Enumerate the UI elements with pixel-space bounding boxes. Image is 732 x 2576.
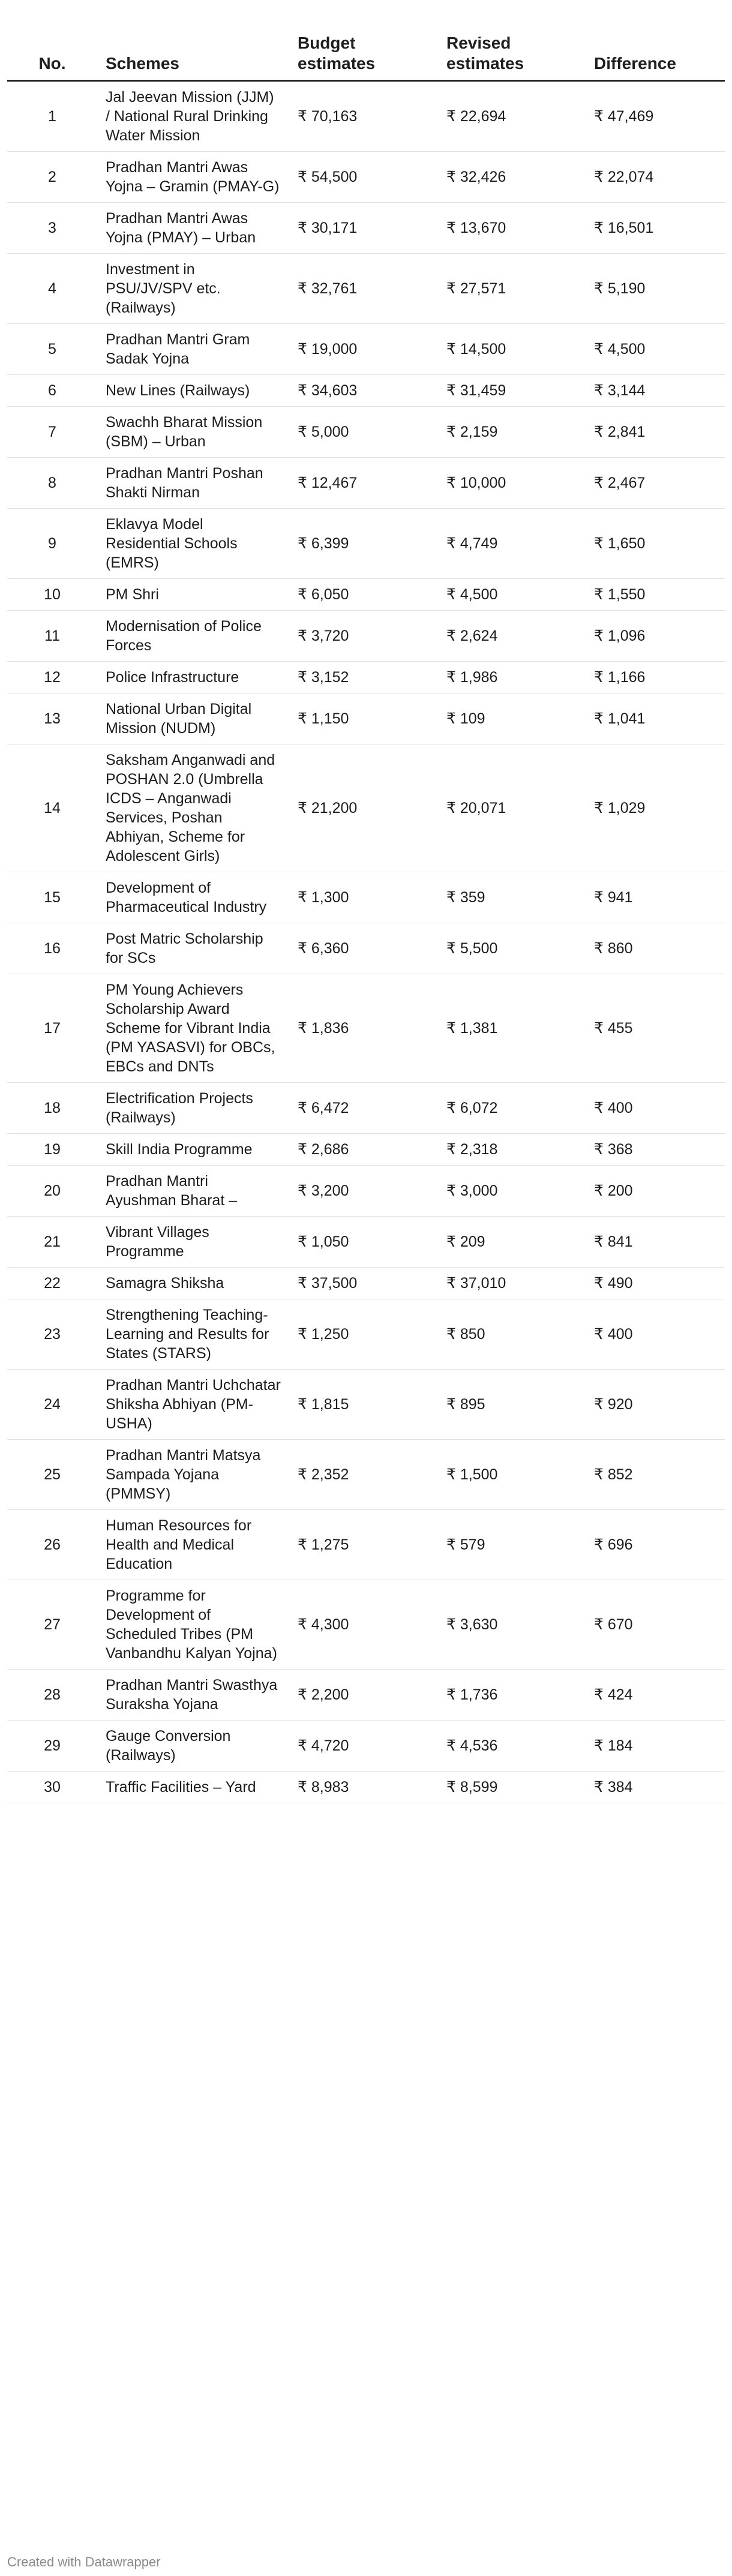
cell-revised-estimate: ₹ 850 [438, 1299, 586, 1369]
cell-difference: ₹ 920 [586, 1369, 725, 1439]
cell-scheme: Traffic Facilities – Yard [97, 1771, 289, 1803]
cell-revised-estimate: ₹ 1,500 [438, 1439, 586, 1509]
column-header-revised-estimates[interactable]: Revised estimates [438, 22, 586, 80]
cell-budget-estimate: ₹ 21,200 [289, 744, 438, 872]
cell-no: 20 [7, 1165, 97, 1216]
cell-scheme: PM Young Achievers Scholarship Award Scheme for Vibrant India (PM YASASVI) for OBCs, EBCs and DNTs [97, 974, 289, 1082]
cell-budget-estimate: ₹ 1,836 [289, 974, 438, 1082]
cell-budget-estimate: ₹ 1,150 [289, 693, 438, 744]
cell-budget-estimate: ₹ 12,467 [289, 457, 438, 508]
cell-revised-estimate: ₹ 5,500 [438, 923, 586, 974]
cell-budget-estimate: ₹ 54,500 [289, 151, 438, 202]
table-row [7, 374, 725, 406]
cell-difference: ₹ 1,041 [586, 693, 725, 744]
cell-scheme: National Urban Digital Mission (NUDM) [97, 693, 289, 744]
table-row [7, 578, 725, 610]
cell-revised-estimate: ₹ 2,159 [438, 406, 586, 457]
cell-no: 18 [7, 1082, 97, 1133]
table-row [7, 80, 725, 151]
cell-scheme: Pradhan Mantri Awas Yojna – Gramin (PMAY-G) [97, 151, 289, 202]
cell-difference: ₹ 424 [586, 1669, 725, 1720]
cell-scheme: Skill India Programme [97, 1133, 289, 1165]
cell-revised-estimate: ₹ 109 [438, 693, 586, 744]
cell-no: 1 [7, 80, 97, 151]
cell-no: 19 [7, 1133, 97, 1165]
cell-no: 16 [7, 923, 97, 974]
cell-revised-estimate: ₹ 1,736 [438, 1669, 586, 1720]
table-row [7, 1509, 725, 1580]
cell-scheme: Swachh Bharat Mission (SBM) – Urban [97, 406, 289, 457]
cell-no: 3 [7, 202, 97, 253]
cell-difference: ₹ 852 [586, 1439, 725, 1509]
cell-budget-estimate: ₹ 3,152 [289, 661, 438, 693]
table-row [7, 974, 725, 1082]
cell-revised-estimate: ₹ 1,381 [438, 974, 586, 1082]
cell-no: 7 [7, 406, 97, 457]
table-row [7, 1669, 725, 1720]
cell-budget-estimate: ₹ 37,500 [289, 1267, 438, 1299]
cell-revised-estimate: ₹ 37,010 [438, 1267, 586, 1299]
cell-difference: ₹ 368 [586, 1133, 725, 1165]
cell-no: 9 [7, 508, 97, 578]
cell-revised-estimate: ₹ 2,318 [438, 1133, 586, 1165]
cell-scheme: Pradhan Mantri Gram Sadak Yojna [97, 323, 289, 374]
cell-no: 29 [7, 1720, 97, 1771]
cell-budget-estimate: ₹ 6,050 [289, 578, 438, 610]
table-row [7, 1133, 725, 1165]
cell-budget-estimate: ₹ 34,603 [289, 374, 438, 406]
cell-scheme: Pradhan Mantri Swasthya Suraksha Yojana [97, 1669, 289, 1720]
table-row [7, 202, 725, 253]
table-header [7, 22, 725, 80]
cell-budget-estimate: ₹ 70,163 [289, 80, 438, 151]
cell-budget-estimate: ₹ 1,050 [289, 1216, 438, 1267]
cell-scheme: Pradhan Mantri Ayushman Bharat – [97, 1165, 289, 1216]
cell-budget-estimate: ₹ 6,472 [289, 1082, 438, 1133]
table-body [7, 80, 725, 1803]
cell-budget-estimate: ₹ 2,352 [289, 1439, 438, 1509]
cell-revised-estimate: ₹ 13,670 [438, 202, 586, 253]
cell-revised-estimate: ₹ 3,000 [438, 1165, 586, 1216]
cell-revised-estimate: ₹ 20,071 [438, 744, 586, 872]
cell-difference: ₹ 22,074 [586, 151, 725, 202]
cell-no: 2 [7, 151, 97, 202]
table-row [7, 1082, 725, 1133]
table-row [7, 406, 725, 457]
table-row [7, 1216, 725, 1267]
cell-difference: ₹ 384 [586, 1771, 725, 1803]
header-row [7, 22, 725, 80]
cell-no: 23 [7, 1299, 97, 1369]
table-row [7, 923, 725, 974]
cell-revised-estimate: ₹ 32,426 [438, 151, 586, 202]
column-header-difference[interactable]: Difference [586, 22, 725, 80]
cell-budget-estimate: ₹ 2,686 [289, 1133, 438, 1165]
column-header-budget-estimates[interactable]: Budget estimates [289, 22, 438, 80]
cell-difference: ₹ 860 [586, 923, 725, 974]
cell-budget-estimate: ₹ 4,300 [289, 1580, 438, 1669]
cell-scheme: Pradhan Mantri Uchchatar Shiksha Abhiyan (PM-USHA) [97, 1369, 289, 1439]
cell-revised-estimate: ₹ 359 [438, 872, 586, 923]
cell-difference: ₹ 400 [586, 1299, 725, 1369]
cell-no: 21 [7, 1216, 97, 1267]
cell-scheme: Investment in PSU/JV/SPV etc. (Railways) [97, 253, 289, 323]
table-row [7, 457, 725, 508]
cell-difference: ₹ 1,650 [586, 508, 725, 578]
table-row [7, 323, 725, 374]
cell-no: 25 [7, 1439, 97, 1509]
cell-scheme: PM Shri [97, 578, 289, 610]
cell-no: 6 [7, 374, 97, 406]
cell-no: 27 [7, 1580, 97, 1669]
cell-scheme: Gauge Conversion (Railways) [97, 1720, 289, 1771]
table-row [7, 661, 725, 693]
cell-revised-estimate: ₹ 209 [438, 1216, 586, 1267]
cell-scheme: Police Infrastructure [97, 661, 289, 693]
cell-revised-estimate: ₹ 31,459 [438, 374, 586, 406]
schemes-table [7, 22, 725, 1803]
cell-difference: ₹ 941 [586, 872, 725, 923]
cell-difference: ₹ 5,190 [586, 253, 725, 323]
cell-difference: ₹ 670 [586, 1580, 725, 1669]
cell-scheme: Saksham Anganwadi and POSHAN 2.0 (Umbrella ICDS – Anganwadi Services, Poshan Abhiyan, Scheme for Adolescent Girls) [97, 744, 289, 872]
table-row [7, 1267, 725, 1299]
cell-scheme: Eklavya Model Residential Schools (EMRS) [97, 508, 289, 578]
cell-revised-estimate: ₹ 27,571 [438, 253, 586, 323]
table-row [7, 253, 725, 323]
cell-difference: ₹ 3,144 [586, 374, 725, 406]
cell-no: 10 [7, 578, 97, 610]
cell-budget-estimate: ₹ 3,200 [289, 1165, 438, 1216]
cell-scheme: Programme for Development of Scheduled Tribes (PM Vanbandhu Kalyan Yojna) [97, 1580, 289, 1669]
table-row [7, 151, 725, 202]
cell-scheme: Pradhan Mantri Poshan Shakti Nirman [97, 457, 289, 508]
cell-budget-estimate: ₹ 32,761 [289, 253, 438, 323]
schemes-table-container [7, 22, 725, 1803]
cell-difference: ₹ 400 [586, 1082, 725, 1133]
column-header-no[interactable]: No. [7, 22, 97, 80]
cell-scheme: New Lines (Railways) [97, 374, 289, 406]
cell-difference: ₹ 490 [586, 1267, 725, 1299]
cell-revised-estimate: ₹ 579 [438, 1509, 586, 1580]
cell-no: 8 [7, 457, 97, 508]
cell-revised-estimate: ₹ 2,624 [438, 610, 586, 661]
cell-difference: ₹ 1,096 [586, 610, 725, 661]
cell-revised-estimate: ₹ 4,500 [438, 578, 586, 610]
cell-difference: ₹ 4,500 [586, 323, 725, 374]
cell-no: 13 [7, 693, 97, 744]
cell-revised-estimate: ₹ 4,749 [438, 508, 586, 578]
table-row [7, 1165, 725, 1216]
cell-scheme: Strengthening Teaching-Learning and Results for States (STARS) [97, 1299, 289, 1369]
cell-no: 12 [7, 661, 97, 693]
table-row [7, 1439, 725, 1509]
cell-difference: ₹ 1,166 [586, 661, 725, 693]
cell-difference: ₹ 16,501 [586, 202, 725, 253]
cell-scheme: Human Resources for Health and Medical Education [97, 1509, 289, 1580]
datawrapper-credit: Created with Datawrapper [7, 2554, 161, 2569]
cell-revised-estimate: ₹ 1,986 [438, 661, 586, 693]
cell-difference: ₹ 455 [586, 974, 725, 1082]
cell-budget-estimate: ₹ 1,815 [289, 1369, 438, 1439]
cell-difference: ₹ 47,469 [586, 80, 725, 151]
cell-budget-estimate: ₹ 4,720 [289, 1720, 438, 1771]
cell-scheme: Jal Jeevan Mission (JJM) / National Rural Drinking Water Mission [97, 80, 289, 151]
table-row [7, 744, 725, 872]
table-row [7, 1580, 725, 1669]
cell-budget-estimate: ₹ 1,300 [289, 872, 438, 923]
cell-revised-estimate: ₹ 4,536 [438, 1720, 586, 1771]
cell-no: 15 [7, 872, 97, 923]
cell-no: 17 [7, 974, 97, 1082]
cell-revised-estimate: ₹ 14,500 [438, 323, 586, 374]
cell-scheme: Development of Pharmaceutical Industry [97, 872, 289, 923]
cell-difference: ₹ 200 [586, 1165, 725, 1216]
cell-no: 14 [7, 744, 97, 872]
cell-scheme: Post Matric Scholarship for SCs [97, 923, 289, 974]
cell-budget-estimate: ₹ 6,360 [289, 923, 438, 974]
cell-difference: ₹ 696 [586, 1509, 725, 1580]
cell-scheme: Pradhan Mantri Matsya Sampada Yojana (PMMSY) [97, 1439, 289, 1509]
cell-scheme: Vibrant Villages Programme [97, 1216, 289, 1267]
table-row [7, 1369, 725, 1439]
cell-scheme: Modernisation of Police Forces [97, 610, 289, 661]
table-row [7, 508, 725, 578]
cell-difference: ₹ 2,841 [586, 406, 725, 457]
cell-difference: ₹ 184 [586, 1720, 725, 1771]
table-row [7, 1299, 725, 1369]
cell-no: 5 [7, 323, 97, 374]
cell-budget-estimate: ₹ 1,250 [289, 1299, 438, 1369]
cell-revised-estimate: ₹ 8,599 [438, 1771, 586, 1803]
cell-scheme: Electrification Projects (Railways) [97, 1082, 289, 1133]
cell-no: 30 [7, 1771, 97, 1803]
cell-budget-estimate: ₹ 5,000 [289, 406, 438, 457]
cell-revised-estimate: ₹ 895 [438, 1369, 586, 1439]
cell-budget-estimate: ₹ 30,171 [289, 202, 438, 253]
cell-budget-estimate: ₹ 2,200 [289, 1669, 438, 1720]
table-row [7, 693, 725, 744]
cell-no: 24 [7, 1369, 97, 1439]
cell-revised-estimate: ₹ 22,694 [438, 80, 586, 151]
column-header-schemes[interactable]: Schemes [97, 22, 289, 80]
cell-budget-estimate: ₹ 19,000 [289, 323, 438, 374]
table-row [7, 610, 725, 661]
cell-revised-estimate: ₹ 6,072 [438, 1082, 586, 1133]
cell-revised-estimate: ₹ 3,630 [438, 1580, 586, 1669]
cell-revised-estimate: ₹ 10,000 [438, 457, 586, 508]
table-row [7, 872, 725, 923]
cell-no: 26 [7, 1509, 97, 1580]
cell-scheme: Samagra Shiksha [97, 1267, 289, 1299]
cell-no: 28 [7, 1669, 97, 1720]
cell-budget-estimate: ₹ 1,275 [289, 1509, 438, 1580]
cell-difference: ₹ 841 [586, 1216, 725, 1267]
cell-no: 22 [7, 1267, 97, 1299]
cell-no: 11 [7, 610, 97, 661]
cell-scheme: Pradhan Mantri Awas Yojna (PMAY) – Urban [97, 202, 289, 253]
cell-difference: ₹ 1,550 [586, 578, 725, 610]
table-row [7, 1771, 725, 1803]
cell-difference: ₹ 1,029 [586, 744, 725, 872]
cell-budget-estimate: ₹ 6,399 [289, 508, 438, 578]
cell-budget-estimate: ₹ 3,720 [289, 610, 438, 661]
cell-difference: ₹ 2,467 [586, 457, 725, 508]
cell-no: 4 [7, 253, 97, 323]
cell-budget-estimate: ₹ 8,983 [289, 1771, 438, 1803]
table-row [7, 1720, 725, 1771]
